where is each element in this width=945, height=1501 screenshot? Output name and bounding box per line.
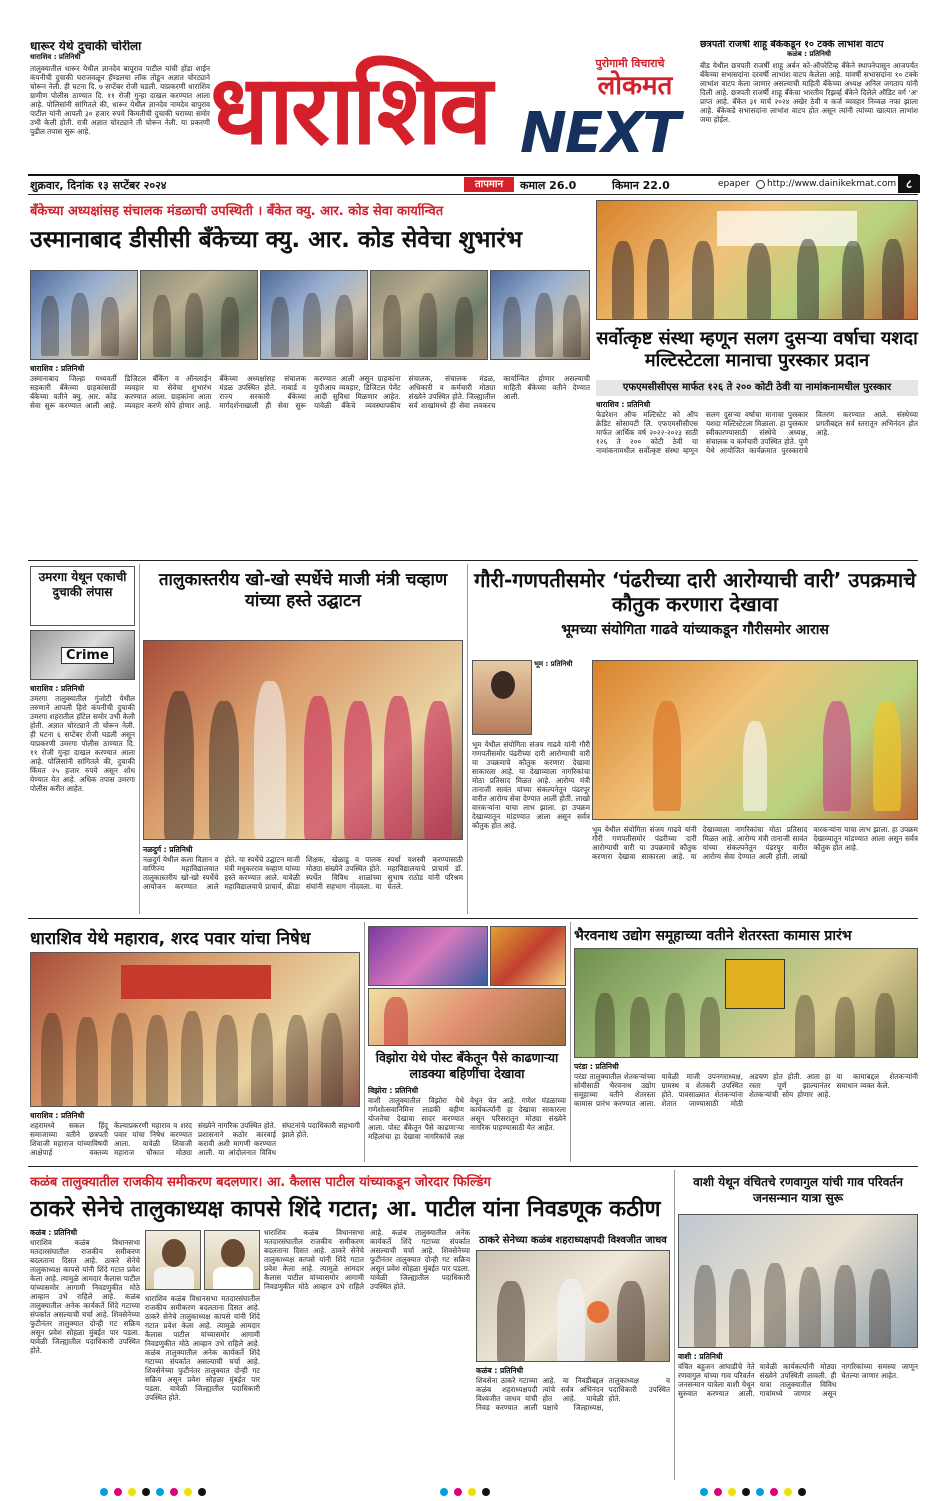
washi-byline: वाशी : प्रतिनिधी (678, 1352, 723, 1361)
politics-body-right: धाराशिव कळंब विधानसभा मतदारसंघातील राजकीय समीकरण बदलताना दिसत आहे. ठाकरे सेनेचे तालुकाध्यक्ष कापसे यांनी शिंदे गटात प्रवेश केला आहे. त्यामुळे आमदार कैलास पाटील यांच्यासमोर आगामी निवडणुकीत मोठे आव्हान उभे राहिले आहे. कळंब तालुक्यातील अनेक कार्यकर्ते शिंदे गटाच्या संपर्कात असल्याची चर्चा आहे. शिवसेनेच्या फुटीनंतर तालुक्यात दोन्ही गट सक्रिय असून प्रवेश सोहळा मुंबईत पार पडला. यावेळी जिल्ह्यातील पदाधिकारी उपस्थित होते. (264, 1228, 470, 1291)
dcc-photo-5 (490, 270, 590, 360)
page-number: ८ (898, 175, 920, 193)
gauri-subhead: भूमच्या संयोगिता गाढवे यांच्याकडून गौरीसमोर आरास (561, 622, 829, 638)
crime-image (30, 630, 135, 680)
max-temp: कमाल 26.0 (520, 179, 577, 192)
protest-byline: धाराशिव : प्रतिनिधी (30, 1111, 85, 1120)
top-left-byline: धाराशिव : प्रतिनिधी (30, 53, 81, 62)
top-right-headline: छत्रपती राजर्षी शाहू बँकेकडून १० टक्के लाभांश वाटप (700, 40, 884, 50)
kalamb-photo (476, 1250, 670, 1362)
farm-body: परंडा तालुक्यातील शेतकऱ्यांच्या सोयीसाठी भैरवनाथ उद्योग समूहाच्या वतीने शेतरस्ता कामास प्रारंभ करण्यात आला. यावेळी माजी उपनगराध्यक्ष, ग्रामस्थ व शेतकरी उपस्थित होते. पावसाळ्यात शेतकऱ्यांना शेतात जाण्यासाठी मोठी अडचण होत होती. आता हा रस्ता पूर्ण झाल्यानंतर शेतकऱ्यांची सोय होणार आहे. या कामाबद्दल शेतकऱ्यांनी समाधान व्यक्त केले. (574, 1072, 918, 1108)
gauri-body-cont: भूम येथील संयोगिता संजय गाढवे यांनी गौरी गणपतीसमोर पंढरीच्या दारी आरोग्याची वारी या उपक्रमाचे कौतुक करणारा देखावा साकारला आहे. या देखाव्याला नागरिकांचा मोठा प्रतिसाद मिळत आहे. आरोग्य मंत्री तानाजी सावंत यांच्या संकल्पनेतून पंढरपूर वारीत आरोग्य सेवा देण्यात आली होती. लाखो वारकऱ्यांना याचा लाभ झाला. हा उपक्रम देखाव्यातून मांडण्यात आला असून सर्वत्र कौतुक होत आहे. (592, 825, 918, 861)
registration-marks-center (440, 1488, 520, 1496)
khokho-headline: तालुकास्तरीय खो-खो स्पर्धेचे माजी मंत्री चव्हाण यांच्या हस्ते उद्घाटन (158, 570, 448, 611)
kalamb-headline: ठाकरे सेनेच्या कळंब शहराध्यक्षपदी विश्वजीत जाधव (479, 1235, 667, 1246)
umarga-byline: धाराशिव : प्रतिनिधी (30, 684, 85, 693)
washi-photo (678, 1214, 918, 1348)
date-line: शुक्रवार, दिनांक १३ सप्टेंबर २०२४ (30, 179, 167, 192)
post-photo-2 (490, 926, 566, 986)
khokho-body: नळदुर्ग येथील कला विज्ञान व वाणिज्य महाविद्यालयात तालुकास्तरीय खो-खो स्पर्धेचे आयोजन करण्यात आले होते. या स्पर्धेचे उद्घाटन माजी मंत्री मधुकरराव चव्हाण यांच्या हस्ते करण्यात आले. यावेळी महाविद्यालयाचे प्राचार्य, क्रीडा शिक्षक, खेळाडू व पालक मोठ्या संख्येने उपस्थित होते. स्पर्धेत विविध शाळांच्या संघांनी सहभाग नोंदवला. या स्पर्धा यशस्वी करण्यासाठी महाविद्यालयाचे प्राचार्य डॉ. सुभाष राठोड यांनी परिश्रम घेतले. (143, 855, 463, 891)
khokho-photo (143, 640, 463, 840)
post-headline: विझोरा येथे पोस्ट बँकेतून पैसे काढणाऱ्या लाडक्या बहिणींचा देखावा (375, 1050, 559, 1081)
politics-byline: कळंब : प्रतिनिधी (30, 1228, 78, 1237)
registration-marks-left (100, 1488, 260, 1496)
weather-label: तापमान (464, 177, 514, 192)
protest-photo (30, 952, 360, 1107)
dcc-photo-2 (140, 270, 258, 360)
politics-body-left: धाराशिव कळंब विधानसभा मतदारसंघातील राजकीय समीकरण बदलताना दिसत आहे. ठाकरे सेनेचे तालुकाध्यक्ष कापसे यांनी शिंदे गटात प्रवेश केला आहे. त्यामुळे आमदार कैलास पाटील यांच्यासमोर आगामी निवडणुकीत मोठे आव्हान उभे राहिले आहे. कळंब तालुक्यातील अनेक कार्यकर्ते शिंदे गटाच्या संपर्कात असल्याची चर्चा आहे. शिवसेनेच्या फुटीनंतर तालुक्यात दोन्ही गट सक्रिय असून प्रवेश सोहळा मुंबईत पार पडला. यावेळी जिल्ह्यातील पदाधिकारी उपस्थित होते. (30, 1238, 140, 1355)
farm-byline: परंडा : प्रतिनिधी (574, 1062, 619, 1071)
top-right-story (700, 40, 918, 170)
award-body: फेडरेशन ऑफ मल्टिस्टेट को ऑप क्रेडिट सोसायटी लि. एफएमसीसीएस मार्फत आर्थिक वर्ष २०२२-२०२३ साठी १२६ ते २०० कोटी ठेवी या नामांकनामधील सर्वोत्कृष्ट संस्था म्हणून सलग दुसऱ्या वर्षाचा मानाचा पुरस्कार यशदा मल्टिस्टेटला मिळाला. हा पुरस्कार स्वीकारण्यासाठी संस्थेचे अध्यक्ष, संचालक व कर्मचारी उपस्थित होते. पुणे येथे आयोजित कार्यक्रमात पुरस्काराचे वितरण करण्यात आले. संस्थेच्या प्रगतीबद्दल सर्व स्तरातून अभिनंदन होत आहे. (596, 410, 918, 455)
umarga-headline-box (30, 566, 135, 626)
epaper-label: epaper (718, 179, 750, 189)
gauri-photo (592, 660, 918, 820)
post-byline: विझोरा : प्रतिनिधी (368, 1086, 419, 1095)
epaper-url[interactable]: http://www.dainikekmat.com (767, 179, 897, 189)
politics-kicker: कळंब तालुक्यातील राजकीय समीकरण बदलणार। आ. कैलास पाटील यांच्याकडून जोरदार फिल्डिंग (30, 1175, 491, 1190)
farm-headline: भैरवनाथ उद्योग समूहाच्या वतीने शेतरस्ता कामास प्रारंभ (574, 928, 852, 944)
top-right-body: बीड येथील छत्रपती राजर्षी शाहू अर्बन को-ऑपरेटिव्ह बँकेने स्थापनेपासून आजपर्यंत बँकेच्या सभासदांना दरवर्षी लाभांश वाटप केलेला आहे. यावर्षी सभासदांना १० टक्के लाभांश वाटप केला जाणार असल्याची माहिती बँकेच्या अध्यक्ष अनिल जगताप यांनी दिली आहे. छत्रपती राजर्षी शाहू बँकेचा भारतीय रिझर्व्ह बँकेने दिलेले ऑडिट वर्ग 'अ' प्राप्त आहे. बँकेत ३१ मार्च २०२४ अखेर ठेवी व कर्ज व्यवहार निव्वळ नफा झाला आहे. बँकेकडे सभासदांना लाभांश वाटप होत असून त्यांनी त्यांच्या खात्यात लाभांश जमा होईल. (700, 61, 918, 125)
dcc-photo-1 (30, 270, 138, 360)
top-left-story (30, 40, 210, 160)
brand-tagline: पुरोगामी विचाराचे (595, 57, 665, 70)
top-right-byline: कळंब : प्रतिनिधी (787, 50, 831, 59)
washi-body: वंचित बहुजन आघाडीचे नेते रणवागुल यांच्या गाव परिवर्तन जनसन्मान यात्रेला वाशी येथून सुरुवात करण्यात आली. यावेळी कार्यकर्त्यांनी मोठ्या संख्येने उपस्थिती लावली. ही यात्रा तालुक्यातील विविध गावांमध्ये जाणार असून नागरिकांच्या समस्या जाणून घेतल्या जाणार आहेत. (678, 1362, 918, 1398)
next-logo: NEXT (520, 101, 679, 166)
protest-headline: धाराशिव येथे महाराव, शरद पवार यांचा निषेध (30, 929, 311, 949)
dcc-headline: उस्मानाबाद डीसीसी बँकेच्या क्यु. आर. कोड सेवेचा शुभारंभ (30, 227, 523, 253)
kalamb-byline: कळंब : प्रतिनिधी (476, 1366, 524, 1375)
umarga-body: उमरगा तालुक्यातील गुंजोटी येथील तरुणाने आपली हिरो कंपनीची दुचाकी उमरगा शहरातील हॉटेल समोर उभी केली होती. अज्ञात चोरट्याने ती चोरून नेली. ही घटना ६ सप्टेंबर रोजी घडली असून याप्रकरणी उमरगा पोलीस ठाण्यात दि. ११ रोजी गुन्हा दाखल करण्यात आला आहे. पोलिसांनी सांगितले की, दुचाकी किंमत २५ हजार रुपये असून शोध घेण्यात येत आहे. अधिक तपास उमरगा पोलीस करीत आहेत. (30, 694, 135, 793)
dcc-photo-4 (370, 270, 488, 360)
top-left-headline: धारूर येथे दुचाकी चोरीला (30, 40, 142, 53)
dcc-byline: धाराशिव : प्रतिनिधी (30, 364, 85, 373)
top-left-body: तालुक्यातील धारूर येथील ज्ञानदेव बापूराव पाटील यांची होंडा शाईन कंपनीची दुचाकी घराजवळून हॅण्डलचा लॉक तोडून अज्ञात चोरट्याने चोरून नेली. ही घटना दि. ७ सप्टेंबर रोजी घडली. याप्रकरणी धाराशिव ग्रामीण पोलीस ठाण्यात दि. ११ रोजी गुन्हा दाखल करण्यात आला आहे. पोलिसांनी सांगितले की, धारूर येथील ज्ञानदेव नामदेव बापुराव पाटील यांनी आपली ३० हजार रुपये किमतीची दुचाकी घराच्या समोर उभी केली होती. रात्री अज्ञात चोरट्याने ती चोरून नेली. या प्रकरणी पुढील तपास सुरू आहे. (30, 64, 210, 137)
protest-body: शहरामध्ये सकल हिंदू समाजाच्या वतीने छत्रपती शिवाजी महाराज यांच्याविषयी आक्षेपार्ह वक्तव्य केल्याप्रकरणी महाराव व शरद पवार यांचा निषेध करण्यात आला. यावेळी शिवाजी महाराज चौकात मोठ्या संख्येने नागरिक उपस्थित होते. प्रशासनाने कठोर कारवाई करावी अशी मागणी करण्यात आली. या आंदोलनात विविध संघटनांचे पदाधिकारी सहभागी झाले होते. (30, 1121, 360, 1157)
post-body: वाशी तालुक्यातील विझोरा येथे गणेशोत्सवानिमित्त लाडकी बहीण योजनेचा देखावा सादर करण्यात आला. पोस्ट बँकेतून पैसे काढणाऱ्या महिलांचा हा देखावा नागरिकांचे लक्ष वेधून घेत आहे. गणेश मंडळाच्या कार्यकर्त्यांनी हा देखावा साकारला असून परिसरातून मोठ्या संख्येने नागरिक पाहण्यासाठी येत आहेत. (368, 1096, 566, 1141)
gauri-body: भूम येथील संयोगिता संजय गाढवे यांनी गौरी गणपतीसमोर पंढरीच्या दारी आरोग्याची वारी या उपक्रमाचे कौतुक करणारा देखावा साकारला आहे. या देखाव्याला नागरिकांचा मोठा प्रतिसाद मिळत आहे. आरोग्य मंत्री तानाजी सावंत यांच्या संकल्पनेतून पंढरपूर वारीत आरोग्य सेवा देण्यात आली होती. लाखो वारकऱ्यांना याचा लाभ झाला. हा उपक्रम देखाव्यातून मांडण्यात आला असून सर्वत्र कौतुक होत आहे. (472, 740, 590, 830)
post-photo-1 (368, 926, 488, 986)
politics-headline: ठाकरे सेनेचे तालुकाध्यक्ष कापसे शिंदे गटात; आ. पाटील यांना निवडणूक कठीण (30, 1197, 661, 1222)
politics-body-mid: धाराशिव कळंब विधानसभा मतदारसंघातील राजकीय समीकरण बदलताना दिसत आहे. ठाकरे सेनेचे तालुकाध्यक्ष कापसे यांनी शिंदे गटात प्रवेश केला आहे. त्यामुळे आमदार कैलास पाटील यांच्यासमोर आगामी निवडणुकीत मोठे आव्हान उभे राहिले आहे. कळंब तालुक्यातील अनेक कार्यकर्ते शिंदे गटाच्या संपर्कात असल्याची चर्चा आहे. शिवसेनेच्या फुटीनंतर तालुक्यात दोन्ही गट सक्रिय असून प्रवेश सोहळा मुंबईत पार पडला. यावेळी जिल्ह्यातील पदाधिकारी उपस्थित होते. (145, 1294, 260, 1402)
crime-label: Crime (61, 647, 114, 664)
globe-icon (756, 180, 765, 189)
gauri-byline: भूम : प्रतिनिधी (534, 660, 573, 668)
umarga-headline: उमरगा येथून एकाची दुचाकी लंपास (38, 570, 127, 599)
gauri-headline: गौरी-गणपतीसमोर ‘पंढरीच्या दारी आरोग्याची वारी’ उपक्रमाचे कौतुक करणारा देखावा (474, 568, 916, 616)
registration-marks-right (700, 1488, 860, 1496)
brand-logo: लोकमत (597, 71, 673, 101)
award-subhead: एफएमसीसीएस मार्फत १२६ ते २०० कोटी ठेवी या नामांकनामधील पुरस्कार (596, 380, 918, 396)
award-byline: धाराशिव : प्रतिनिधी (596, 400, 651, 409)
dcc-body: उस्मानाबाद जिल्हा मध्यवर्ती सहकारी बँकेच्या ग्राहकांसाठी बँकेच्या वतीने क्यु. आर. कोड सेवा सुरू करण्यात आली आहे. डिजिटल बँकिंग व ऑनलाईन व्यवहार या सेवेचा शुभारंभ करण्यात आला. ग्राहकांना आता व्यवहार करणे सोपे होणार आहे. बँकेच्या अध्यक्षांसह संचालक मंडळ उपस्थित होते. नाबार्ड व राज्य सरकारी बँकेच्या मार्गदर्शनाखाली ही सेवा सुरू करण्यात आली असून ग्राहकांना युपीआय व्यवहार, डिजिटल पेमेंट आदी सुविधा मिळणार आहेत. यावेळी बँकेचे व्यवस्थापकीय संचालक, संचालक मंडळ, अधिकारी व कर्मचारी मोठ्या संख्येने उपस्थित होते. जिल्ह्यातील सर्व शाखांमध्ये ही सेवा लवकरच कार्यान्वित होणार असल्याची माहिती बँकेच्या वतीने देण्यात आली. (30, 374, 590, 410)
post-photo-3 (368, 988, 566, 1046)
farm-photo (574, 948, 918, 1058)
kalamb-body: शिवसेना ठाकरे गटाच्या कळंब शहराध्यक्षपदी विश्वजीत जाधव यांची निवड करण्यात आली आहे. या निवडीबद्दल त्यांचे सर्वत्र अभिनंदन होत आहे. यावेळी पक्षाचे जिल्हाध्यक्ष, तालुकाध्यक्ष व पदाधिकारी उपस्थित होते. (476, 1376, 670, 1412)
washi-headline: वाशी येथून वंचितचे रणवागुल यांची गाव परिवर्तन जनसन्मान यात्रा सुरू (693, 1175, 903, 1205)
award-photo (596, 200, 918, 320)
masthead-title: धाराशिव (210, 54, 490, 166)
khokho-byline: नळदुर्ग : प्रतिनिधी (143, 845, 193, 854)
min-temp: किमान 22.0 (612, 179, 670, 192)
politician-photo-1 (145, 1230, 201, 1290)
dcc-kicker: बँकेच्या अध्यक्षांसह संचालक मंडळाची उपस्थिती । बँकेत क्यु. आर. कोड सेवा कार्यान्वित (30, 204, 444, 219)
gauri-portrait (472, 660, 532, 735)
politician-photo-2 (204, 1230, 260, 1290)
dcc-photo-3 (260, 270, 368, 360)
award-headline: सर्वोत्कृष्ट संस्था म्हणून सलग दुसऱ्या वर्षाचा यशदा मल्टिस्टेटला मानाचा पुरस्कार प्रदान (596, 328, 918, 371)
